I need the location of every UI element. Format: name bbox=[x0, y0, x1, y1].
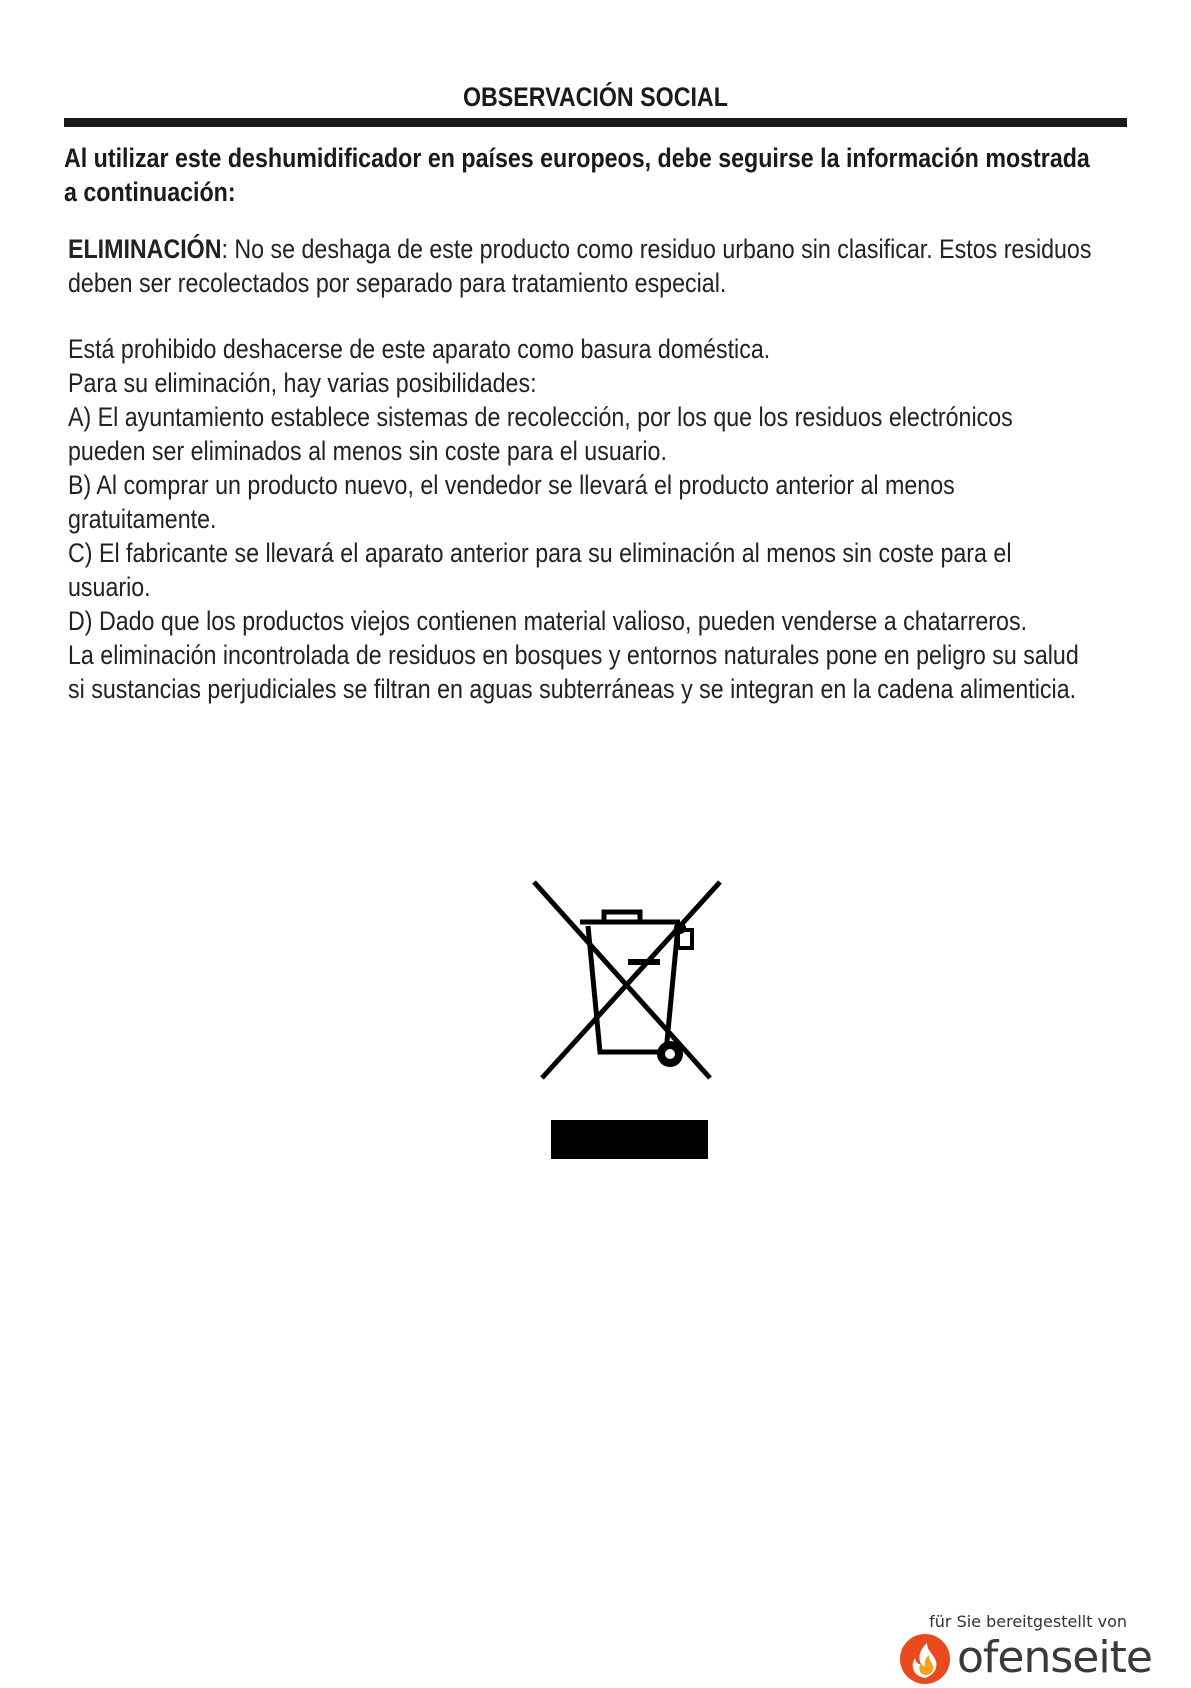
intro-paragraph bbox=[64, 141, 1096, 209]
disposal-line: deben ser recolectados por separado para tratamiento especial. bbox=[68, 268, 727, 298]
body-line: Está prohibido deshacerse de este aparato como basura doméstica. bbox=[68, 334, 771, 364]
crossed-out-wheelie-bin-icon bbox=[532, 880, 722, 1080]
body-line: A) El ayuntamiento establece sistemas de recolección, por los que los residuos electrónicos bbox=[68, 402, 1013, 432]
intro-line: Al utilizar este deshumidificador en países europeos, debe seguirse la información mostrada bbox=[64, 143, 1090, 173]
disposal-section bbox=[68, 232, 1100, 706]
provided-by-text: für Sie bereitgestellt von bbox=[929, 1612, 1127, 1631]
body-line: La eliminación incontrolada de residuos en bosques y entornos naturales pone en peligro su salud bbox=[68, 640, 1079, 670]
body-line: D) Dado que los productos viejos contienen material valioso, pueden venderse a chatarreros. bbox=[68, 606, 1028, 636]
body-line: C) El fabricante se llevará el aparato anterior para su eliminación al menos sin coste para el bbox=[68, 538, 1012, 568]
body-line: si sustancias perjudiciales se filtran en aguas subterráneas y se integran en la cadena alimenticia. bbox=[68, 674, 1077, 704]
disposal-text: : No se deshaga de este producto como residuo urbano sin clasificar. Estos residuos bbox=[221, 234, 1092, 264]
body-line: B) Al comprar un producto nuevo, el vendedor se llevará el producto anterior al menos bbox=[68, 470, 955, 500]
disposal-line bbox=[68, 232, 1100, 266]
ofenseite-logo bbox=[897, 1630, 1152, 1688]
title-divider bbox=[64, 118, 1127, 127]
brand-name: ofenseite bbox=[957, 1632, 1152, 1683]
body-line: usuario. bbox=[68, 572, 151, 602]
paragraph-gap bbox=[68, 300, 1100, 332]
solid-bar-mark bbox=[551, 1120, 708, 1159]
page-title: OBSERVACIÓN SOCIAL bbox=[462, 82, 728, 112]
disposal-label: ELIMINACIÓN bbox=[68, 234, 222, 264]
body-line: Para su eliminación, hay varias posibilidades: bbox=[68, 368, 537, 398]
body-line: pueden ser eliminados al menos sin coste para el usuario. bbox=[68, 436, 667, 466]
body-line: gratuitamente. bbox=[68, 504, 217, 534]
intro-line: a continuación: bbox=[64, 177, 236, 207]
flame-logo-icon bbox=[897, 1630, 953, 1686]
